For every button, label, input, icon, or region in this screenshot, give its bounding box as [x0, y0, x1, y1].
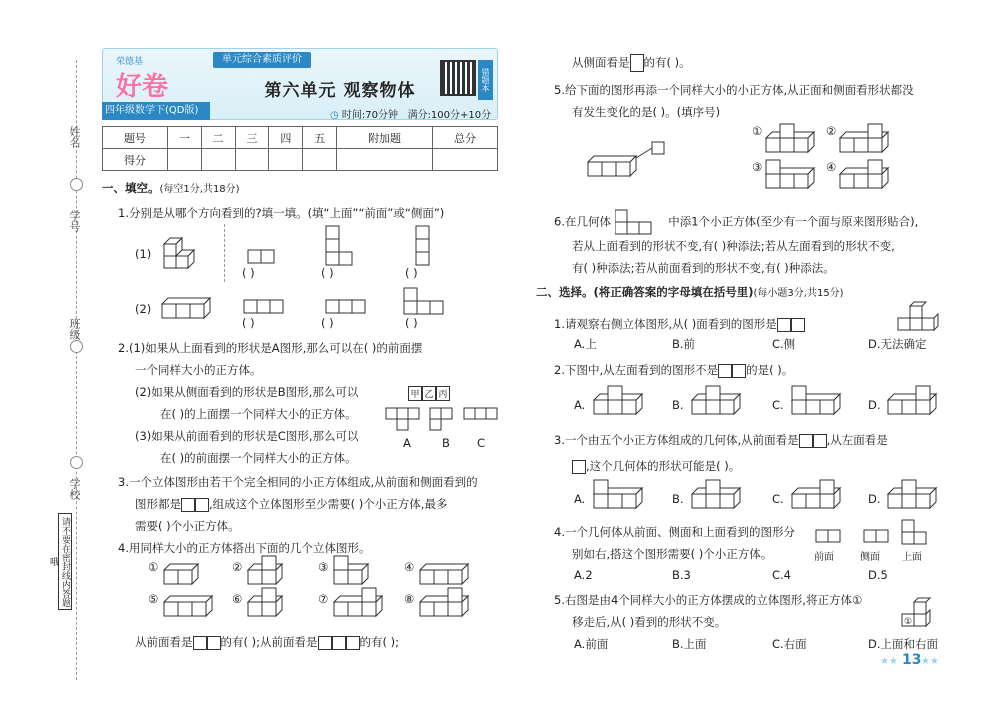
- choice-option-figure[interactable]: [790, 482, 846, 512]
- q1-view-2b: [326, 300, 368, 314]
- time-limit: 时间:70分钟: [341, 110, 399, 121]
- q2-1-text: 2.(1)如果从上面看到的形状是A图形,那么可以在( )的前面摆: [118, 341, 423, 355]
- choice-option[interactable]: C.右面: [772, 637, 807, 651]
- full-score: 满分:100分+10分: [407, 110, 492, 121]
- choice-option[interactable]: D.上面和右面: [868, 637, 939, 651]
- s2-q3-pre: 3.一个由五个小正方体组成的几何体,从前面看是: [554, 433, 799, 447]
- score-header-cell: 五: [303, 127, 337, 149]
- s2-q1-box: [777, 318, 791, 332]
- s2-q4-view-top: 上面: [902, 552, 922, 563]
- q2-3-text: (3)如果从前面看到的形状是C图形,那么可以: [135, 429, 359, 443]
- choice-option-figure[interactable]: [886, 482, 942, 512]
- q5-option-number: ③: [752, 160, 763, 174]
- q6-text-2: 若从上面看到的形状不变,有( )种添法;若从左面看到的形状不变,: [572, 239, 895, 253]
- s2-q3-box: [799, 434, 813, 448]
- q4-box: [346, 636, 360, 650]
- score-header-row: [103, 127, 498, 149]
- q2-label-c: C: [477, 436, 486, 450]
- seal-warning: 请不要在密封线内答题哦: [58, 513, 72, 610]
- score-header-cell: 二: [201, 127, 235, 149]
- q6-text: [554, 208, 918, 236]
- choice-option-figure[interactable]: [886, 388, 942, 418]
- s2-q1-solid: [896, 300, 940, 336]
- q4-figure-number: ③: [318, 560, 329, 574]
- s2-q2-pre: 2.下图中,从左面看到的图形不是: [554, 363, 719, 377]
- star-decoration-icon: ★★: [880, 656, 898, 667]
- choice-option[interactable]: D.: [868, 492, 881, 506]
- section1-title: 一、填空。: [102, 181, 160, 195]
- page-title: 第六单元 观察物体: [264, 81, 416, 101]
- score-header-cell: 三: [235, 127, 269, 149]
- s2-q5-solid: [900, 596, 940, 630]
- school-label: 学校: [68, 478, 81, 500]
- s2-q3-post: ,这个几何体的形状可能是( )。: [586, 459, 741, 473]
- q4-figure-number: ②: [232, 560, 243, 574]
- score-table: [102, 126, 498, 171]
- choice-option[interactable]: B.: [672, 398, 684, 412]
- s2-q4-views: [816, 520, 936, 548]
- q5-option-number: ①: [752, 124, 763, 138]
- q1-solid-figure-1: [160, 228, 200, 276]
- score-row: [103, 149, 498, 171]
- score-cell[interactable]: [167, 149, 201, 171]
- s2-q3-mid: ,从左面看是: [826, 433, 888, 447]
- clock-icon: ◷: [330, 110, 339, 121]
- q4-figure-number: ⑧: [404, 592, 415, 606]
- s2-q1-text: [554, 316, 805, 332]
- q2-1-text-cont: 一个同样大小的正方体。: [135, 363, 262, 377]
- binding-hole: [70, 456, 83, 469]
- q1-text: 1.分别是从哪个方向看到的?填一填。(填“上面”“前面”或“侧面”): [118, 206, 445, 220]
- q2-cube-labels: [408, 386, 450, 401]
- s2-q3-box: [813, 434, 827, 448]
- q2-label-b: B: [442, 436, 450, 450]
- s2-q5-text-2: 移走后,从( )看到的形状不变。: [572, 615, 727, 629]
- binding-hole: [70, 178, 83, 191]
- q1-blank[interactable]: ( ): [405, 266, 418, 280]
- s2-q2-text: [554, 362, 793, 378]
- q4-solid-figure: [246, 590, 306, 618]
- brand-logo: [106, 52, 216, 102]
- s2-q3-text: [554, 432, 888, 448]
- score-cell[interactable]: [433, 149, 498, 171]
- choice-option[interactable]: A.: [574, 398, 586, 412]
- q6-post: 中添1个小正方体(至少有一个面与原来图形贴合),: [668, 214, 919, 229]
- q3-pre: 图形都是: [135, 497, 181, 511]
- q5-option-number: ④: [826, 160, 837, 174]
- s2-q3-box: [572, 460, 586, 474]
- q5-base-figure: [586, 140, 676, 184]
- choice-option[interactable]: C.: [772, 398, 784, 412]
- score-header-cell: 附加题: [337, 127, 433, 149]
- q1-blank[interactable]: ( ): [321, 266, 334, 280]
- q1-view-1b: [326, 226, 354, 266]
- q4-box: [332, 636, 346, 650]
- choice-option[interactable]: A.2: [574, 568, 593, 582]
- q4-figure-number: ④: [404, 560, 415, 574]
- section2-note: (每小题3分,共15分): [753, 288, 844, 299]
- q2-3-text-cont: 在( )的前面摆一个同样大小的正方体。: [160, 451, 357, 465]
- s2-q4-text-2: 别如右,搭这个图形需要( )个小正方体。: [572, 547, 773, 561]
- q3-text-end: 需要( )个小正方体。: [135, 519, 240, 533]
- choice-option[interactable]: C.4: [772, 568, 792, 582]
- section2-heading: [536, 284, 844, 300]
- q4-solid-figure: [162, 558, 222, 586]
- q4-box: [207, 636, 221, 650]
- score-header-cell: 四: [269, 127, 303, 149]
- s2-q5-text: 5.右图是由4个同样大小的正方体摆成的立体图形,将正方体①: [554, 593, 863, 607]
- q4-text: 4.用同样大小的正方体搭出下面的几个立体图形。: [118, 541, 371, 555]
- q3-text: 3.一个立体图形由若干个完全相同的小正方体组成,从前面和侧面看到的: [118, 475, 478, 489]
- q1-solid-figure-2: [160, 296, 216, 320]
- choice-option-figure[interactable]: [592, 388, 648, 418]
- q5-option-figure[interactable]: [764, 162, 824, 192]
- s2-q1-stem: 1.请观察右侧立体图形,从( )面看到的图形是: [554, 317, 777, 331]
- q4-solid-figure: [246, 558, 306, 586]
- number-label: 学号: [68, 210, 81, 232]
- q4-side-line: [572, 54, 691, 72]
- score-cell[interactable]: [337, 149, 433, 171]
- s2-q4-text: 4.一个几何体从前面、侧面和上面看到的图形分: [554, 525, 795, 539]
- choice-option[interactable]: D.无法确定: [868, 337, 927, 351]
- q4-box: [318, 636, 332, 650]
- q4-box: [193, 636, 207, 650]
- q1-view-2c: [404, 288, 446, 316]
- q2-views: [386, 404, 496, 430]
- q6-figure: [615, 208, 665, 236]
- choice-option[interactable]: B.上面: [672, 637, 707, 651]
- score-header-cell: 总分: [433, 127, 498, 149]
- s2-q4-view-front: 前面: [814, 552, 834, 563]
- q6-pre: 6.在几何体: [554, 214, 611, 229]
- q1-blank[interactable]: ( ): [242, 266, 255, 280]
- q3-text-cont: [135, 496, 447, 512]
- section1-heading: [102, 180, 240, 196]
- q4-solid-figure: [162, 590, 222, 618]
- q4-side-b: 的有( )。: [643, 55, 691, 70]
- binding-hole: [70, 340, 83, 353]
- score-cell[interactable]: [201, 149, 235, 171]
- q4-side-box: [630, 54, 644, 72]
- q1-blank[interactable]: ( ): [321, 316, 334, 330]
- page-number: 13: [902, 652, 922, 668]
- qr-tag: 错题本: [478, 60, 493, 100]
- q4-line-b: 的有( );从前面看是: [220, 635, 318, 649]
- binding-line: [76, 60, 77, 680]
- q1-view-1c: [416, 226, 430, 266]
- logo-text: 好卷: [116, 72, 169, 102]
- score-cell[interactable]: [303, 149, 337, 171]
- s2-q3-text-2: [572, 458, 740, 474]
- choice-option[interactable]: B.: [672, 492, 684, 506]
- score-cell[interactable]: [269, 149, 303, 171]
- choice-option[interactable]: A.前面: [574, 637, 609, 651]
- q1-blank[interactable]: ( ): [405, 316, 418, 330]
- unit-tag: 单元综合素质评价: [213, 52, 311, 68]
- q5-text-cont: 有发生变化的是( )。(填序号): [572, 105, 721, 119]
- s2-q2-box: [718, 364, 732, 378]
- name-label: 姓名: [68, 126, 81, 148]
- s2-q4-view-side: 侧面: [860, 552, 880, 563]
- q1-view-2a: [244, 300, 286, 314]
- choice-option-figure[interactable]: [790, 388, 846, 418]
- q2-2-text: (2)如果从侧面看到的形状是B图形,那么可以: [135, 385, 359, 399]
- q3-box: [181, 498, 195, 512]
- star-decoration-icon: ★★: [921, 656, 939, 667]
- score-row-label: 得分: [103, 149, 168, 171]
- q5-option-number: ②: [826, 124, 837, 138]
- q2-cell-bing: 丙: [436, 386, 450, 401]
- q4-figure-number: ⑤: [148, 592, 159, 606]
- s2-q2-box: [732, 364, 746, 378]
- q1-label-2: (2): [135, 302, 152, 316]
- q4-side-a: 从侧面看是: [572, 55, 630, 70]
- q2-cell-yi: 乙: [422, 386, 436, 401]
- q5-option-figure[interactable]: [838, 162, 898, 192]
- score-cell[interactable]: [235, 149, 269, 171]
- choice-option[interactable]: D.5: [868, 568, 888, 582]
- s2-q1-box: [791, 318, 805, 332]
- grade-tag: 四年级数学下(QD版): [102, 102, 210, 120]
- q6-text-3: 有( )种添法;若从前面看到的形状不变,有( )种添法。: [572, 261, 835, 275]
- q4-figure-number: ⑥: [232, 592, 243, 606]
- q4-solid-figure: [418, 590, 478, 618]
- choice-option[interactable]: B.3: [672, 568, 691, 582]
- choice-option[interactable]: A.: [574, 492, 586, 506]
- class-label: 班级: [68, 318, 81, 340]
- q1-label-1: (1): [135, 247, 152, 261]
- q4-solid-figure: [332, 558, 392, 586]
- choice-option[interactable]: C.: [772, 492, 784, 506]
- q3-post: ,组成这个立体图形至少需要( )个小正方体,最多: [209, 497, 448, 511]
- q1-divider: [224, 224, 225, 282]
- q4-solid-figure: [332, 590, 392, 618]
- q2-2-text-cont: 在( )的上面摆一个同样大小的正方体。: [160, 407, 357, 421]
- choice-option[interactable]: B.前: [672, 337, 696, 351]
- q4-answer-line: [135, 634, 399, 650]
- q2-label-a: A: [403, 436, 411, 450]
- q4-figure-number: ⑦: [318, 592, 329, 606]
- choice-option-figure[interactable]: [690, 482, 746, 512]
- score-header-cell: 题号: [103, 127, 168, 149]
- q4-line-c: 的有( );: [359, 635, 400, 649]
- qr-code-icon[interactable]: [440, 60, 476, 96]
- q5-option-figure[interactable]: [764, 126, 824, 156]
- section2-title: 二、选择。(将正确答案的字母填在括号里): [536, 285, 754, 299]
- score-header-cell: 一: [167, 127, 201, 149]
- choice-option[interactable]: A.上: [574, 337, 597, 351]
- q5-text: 5.给下面的图形再添一个同样大小的小正方体,从正面和侧面看形状都没: [554, 83, 914, 97]
- publisher-name: 荣德基: [116, 57, 144, 67]
- choice-option[interactable]: D.: [868, 398, 881, 412]
- exam-meta: [330, 106, 491, 121]
- q4-line-a: 从前面看是: [135, 635, 193, 649]
- q2-cell-jia: 甲: [408, 386, 422, 401]
- q3-box: [195, 498, 209, 512]
- section1-note: (每空1分,共18分): [159, 184, 240, 195]
- choice-option[interactable]: C.侧: [772, 337, 796, 351]
- svg-text:①: ①: [904, 617, 913, 627]
- q1-blank[interactable]: ( ): [242, 316, 255, 330]
- q5-option-figure[interactable]: [838, 126, 898, 156]
- q1-view-1a: [248, 250, 276, 264]
- q4-solid-figure: [418, 558, 478, 586]
- choice-option-figure[interactable]: [592, 482, 648, 512]
- choice-option-figure[interactable]: [690, 388, 746, 418]
- s2-q2-post: 的是( )。: [746, 363, 794, 377]
- q4-figure-number: ①: [148, 560, 159, 574]
